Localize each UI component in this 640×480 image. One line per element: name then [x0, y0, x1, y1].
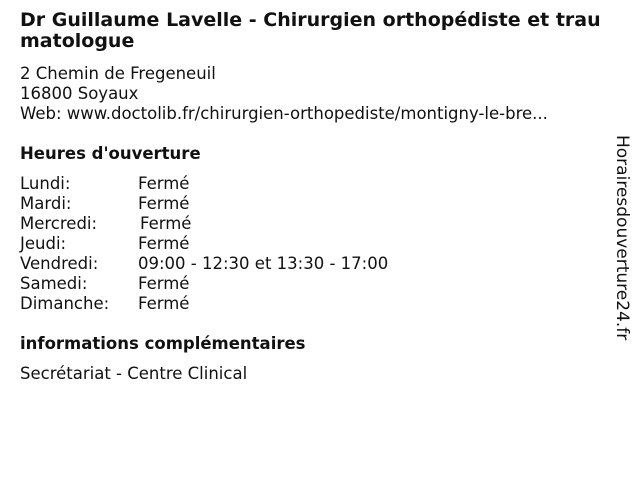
hours-time: Fermé	[140, 214, 192, 233]
site-watermark: Horairesdouverture24.fr	[612, 135, 632, 341]
info-heading: informations complémentaires	[20, 334, 306, 353]
hours-day: Vendredi:	[20, 254, 99, 273]
hours-time: Fermé	[138, 174, 190, 193]
hours-time: Fermé	[138, 294, 190, 313]
address-block	[20, 64, 548, 124]
hours-day: Mercredi:	[20, 214, 98, 233]
hours-day: Samedi:	[20, 274, 88, 293]
hours-day: Lundi:	[20, 174, 71, 193]
hours-day: Dimanche:	[20, 294, 110, 313]
address-street: 2 Chemin de Fregeneuil	[20, 64, 216, 83]
hours-time: Fermé	[138, 194, 190, 213]
address-city: 16800 Soyaux	[20, 84, 139, 103]
page-title: Dr Guillaume Lavelle - Chirurgien orthopédiste et traumatologue	[20, 9, 601, 52]
hours-day: Jeudi:	[20, 234, 67, 253]
hours-time: Fermé	[138, 274, 190, 293]
address-web: Web: www.doctolib.fr/chirurgien-orthopediste/montigny-le-bre...	[20, 104, 548, 123]
hours-time: Fermé	[138, 234, 190, 253]
info-text: Secrétariat - Centre Clinical	[20, 364, 248, 383]
hours-time: 09:00 - 12:30 et 13:30 - 17:00	[138, 254, 389, 273]
hours-day: Mardi:	[20, 194, 72, 213]
hours-heading: Heures d'ouverture	[20, 144, 201, 163]
